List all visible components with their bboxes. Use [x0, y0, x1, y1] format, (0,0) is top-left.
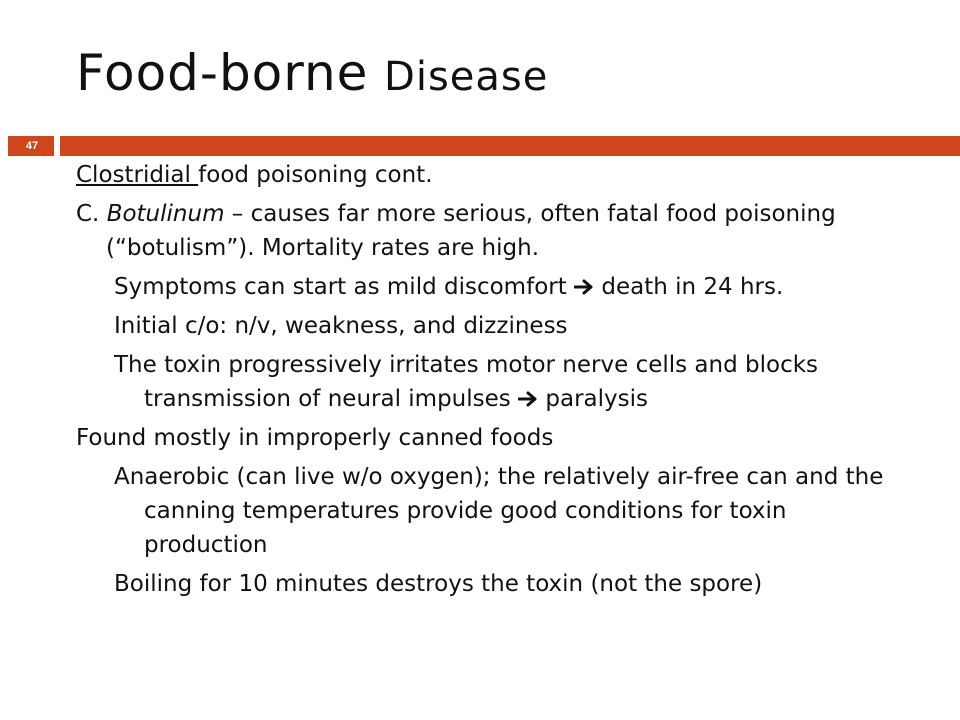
botulinum-rest: – causes far more serious, often fatal food poisoning (“botulism”). Mortality rates are high. [106, 201, 836, 261]
botulinum-prefix: C. [76, 201, 107, 227]
bullet-clostridial [76, 158, 916, 192]
toxin-start: The toxin progressively irritates motor nerve cells and blocks transmission of neural impulses [114, 352, 819, 412]
title-part-2: Disease [384, 54, 549, 100]
symptoms-start: Symptoms can start as mild discomfort [114, 274, 575, 300]
sub-bullet-initial: Initial c/o: n/v, weakness, and dizziness [114, 313, 568, 339]
slide-number: 47 [25, 140, 39, 152]
toxin-end: paralysis [538, 386, 648, 412]
bullet-found: Found mostly in improperly canned foods [76, 425, 554, 451]
sub-bullet-toxin [76, 348, 916, 416]
title-part-1: Food-borne [76, 44, 369, 102]
slide-title [76, 44, 548, 102]
clostridial-rest: food poisoning cont. [198, 162, 433, 188]
accent-bar [60, 136, 960, 156]
sub-bullet-boiling: Boiling for 10 minutes destroys the toxin (not the spore) [114, 571, 763, 597]
symptoms-end: death in 24 hrs. [594, 274, 784, 300]
botulinum-italic: Botulinum [106, 201, 225, 227]
bullet-botulinum [76, 197, 916, 265]
slide-body [76, 158, 916, 606]
sub-bullet-anaerobic: Anaerobic (can live w/o oxygen); the relatively air-free can and the canning temperatures provide good conditions for toxin production [114, 464, 884, 558]
right-arrow-icon [574, 279, 594, 295]
right-arrow-icon [518, 391, 538, 407]
sub-bullet-symptoms [76, 270, 916, 304]
clostridial-underlined: Clostridial [76, 162, 199, 188]
